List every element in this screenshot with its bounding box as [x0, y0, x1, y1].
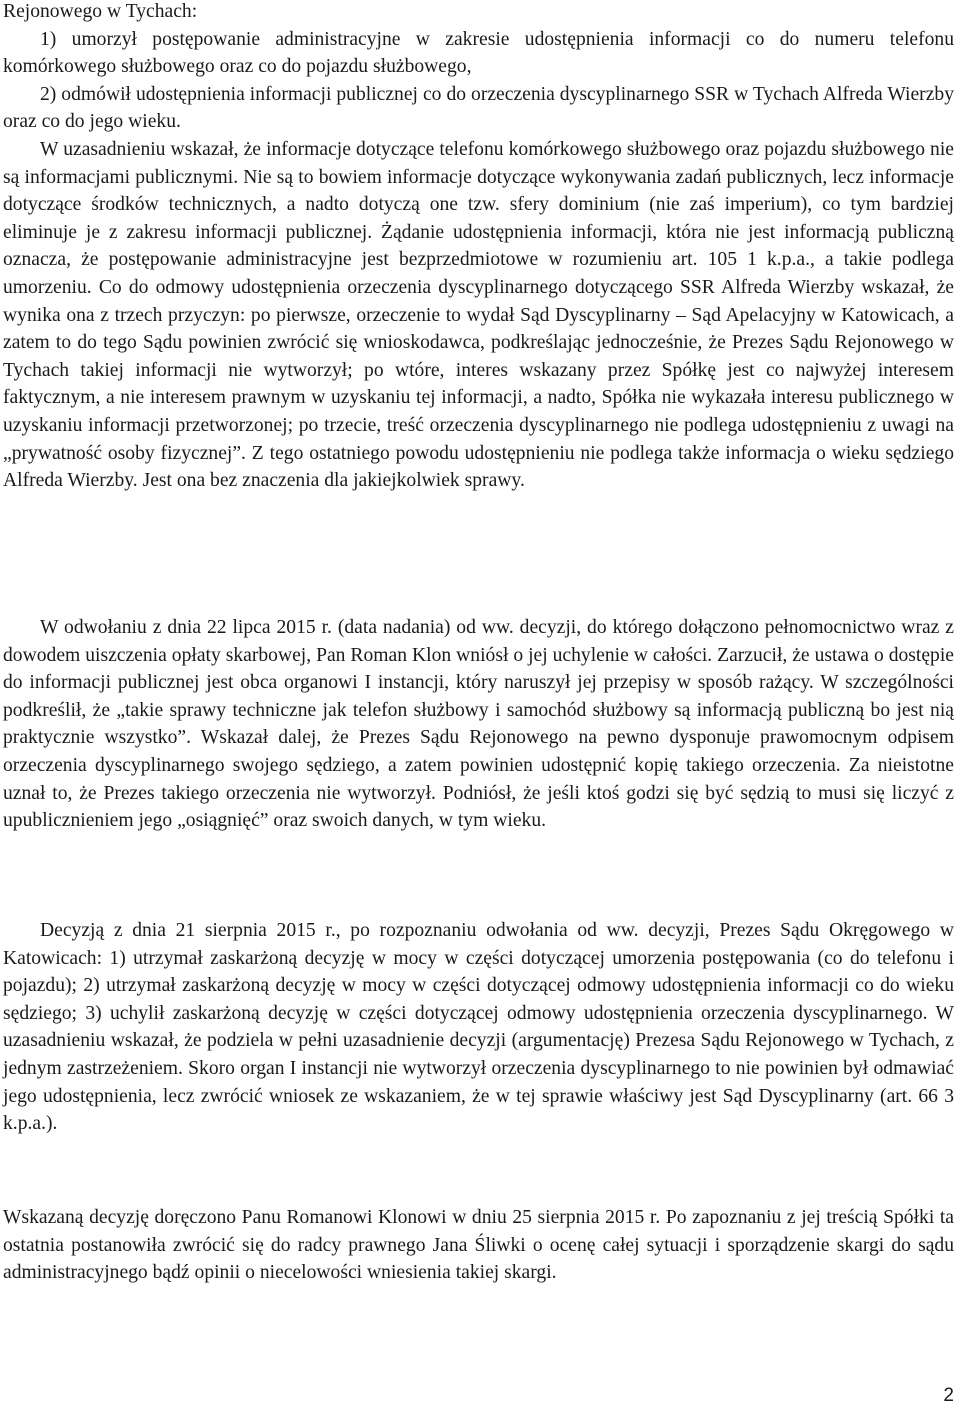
intro-line: Rejonowego w Tychach: [3, 1, 198, 22]
appeal-paragraph: W odwołaniu z dnia 22 lipca 2015 r. (data nadania) od ww. decyzji, do którego dołączono pełnomocnictwo wraz z dowodem uiszczenia opłaty skarbowej, Pan Roman Klon wniósł o jej uchylenie w całości. Zarzucił, że ustawa o dostępie do informacji publicznej jest obca organowi I instancji, który naruszył jej przepisy w sposób rażący. W szczególności podkreślił, że „takie sprawy techniczne jak telefon służbowy i samochód służbowy są informacją publiczną bo jest nią praktycznie wszystko”. Wskazał dalej, że Prezes Sądu Rejonowego na pewno dysponuje prawomocnym odpisem orzeczenia dyscyplinarnego swojego sędziego, a zatem powinien udostępnić kopię takiego orzeczenia. Za nieistotne uznał to, że Prezes takiego orzeczenia nie wytworzył. Podniósł, że jeśli ktoś godzi się być sędzią to musi się liczyć z upublicznieniem jego „osiągnięć” oraz swoich danych, w tym wieku. [3, 617, 954, 832]
second-instance-decision-paragraph: Decyzją z dnia 21 sierpnia 2015 r., po rozpoznaniu odwołania od ww. decyzji, Prezes Sądu Okręgowego w Katowicach: 1) utrzymał zaskarżoną decyzję w mocy w części dotyczącej umorzenia postępowania (co do telefonu i pojazdu); 2) utrzymał zaskarżoną decyzję w mocy w części dotyczącej odmowy udostępnienia informacji co do wieku sędziego; 3) uchylił zaskarżoną decyzję w części dotyczącej odmowy udostępnienia orzeczenia dyscyplinarnego. W uzasadnieniu wskazał, że podziela w pełni uzasadnienie decyzji (argumentację) Prezesa Sądu Rejonowego w Tychach, z jednym zastrzeżeniem. Skoro organ I instancji nie wytworzył orzeczenia dyscyplinarnego to nie powinien był odmawiać jego udostępnienia, lecz zwrócić wniosek ze wskazaniem, że w tej sprawie właściwy jest Sąd Dyscyplinarny (art. 66 3 k.p.a.). [3, 920, 954, 1135]
decision-point-1: 1) umorzył postępowanie administracyjne w zakresie udostępnienia informacji co do numeru telefonu komórkowego służbowego oraz co do pojazdu służbowego, [3, 28, 954, 78]
intro-section [3, 0, 954, 495]
page-number: 2 [943, 1385, 954, 1406]
decision-point-2: 2) odmówił udostępnienia informacji publicznej co do orzeczenia dyscyplinarnego SSR w Tychach Alfreda Wierzby oraz co do jego wieku. [3, 83, 954, 133]
delivery-section [3, 1204, 954, 1287]
delivery-paragraph: Wskazaną decyzję doręczono Panu Romanowi Klonowi w dniu 25 sierpnia 2015 r. Po zapoznaniu z jej treścią Spółki ta ostatnia postanowiła zwrócić się do radcy prawnego Jana Śliwki o ocenę całej sytuacji i sporządzenie skargi do sądu administracyjnego bądź opinii o niecelowości wniesienia takiej skargi. [3, 1207, 954, 1284]
appeal-section [3, 614, 954, 835]
justification-paragraph: W uzasadnieniu wskazał, że informacje dotyczące telefonu komórkowego służbowego oraz pojazdu służbowego nie są informacjami publicznymi. Nie są to bowiem informacje dotyczące wykonywania zadań publicznych, lecz informacje dotyczące środków technicznych, a nadto dotyczą one tzw. sfery dominium (nie zaś imperium), co tym bardziej eliminuje je z zakresu informacji publicznej. Żądanie udostępnienia informacji, która nie jest informacją publiczną oznacza, że postępowanie administracyjne jest bezprzedmiotowe w rozumieniu art. 105 1 k.p.a., a takie podlega umorzeniu. Co do odmowy udostępnienia orzeczenia dyscyplinarnego dotyczącego SSR Alfreda Wierzby wskazał, że wynika ona z trzech przyczyn: po pierwsze, orzeczenie to wydał Sąd Dyscyplinarny – Sąd Apelacyjny w Katowicach, a zatem to do tego Sądu powinien zwrócić się wnioskodawca, podkreślając jednocześnie, że Prezes Sądu Rejonowego w Tychach takiej informacji nie wytworzył; po wtóre, interes wskazany przez Spółkę jest co najwyżej interesem faktycznym, a nie interesem prawnym w uzyskaniu tej informacji, a nadto, Spółka nie wykazała interesu publicznego w uzyskaniu informacji przetworzonej; po trzecie, treść orzeczenia dyscyplinarnego nie podlega udostępnieniu z uwagi na „prywatność osoby fizycznej”. Z tego ostatniego powodu udostępnieniu nie podlega także informacja o wieku sędziego Alfreda Wierzby. Jest ona bez znaczenia dla jakiejkolwiek sprawy. [3, 138, 954, 492]
decision-section [3, 917, 954, 1138]
